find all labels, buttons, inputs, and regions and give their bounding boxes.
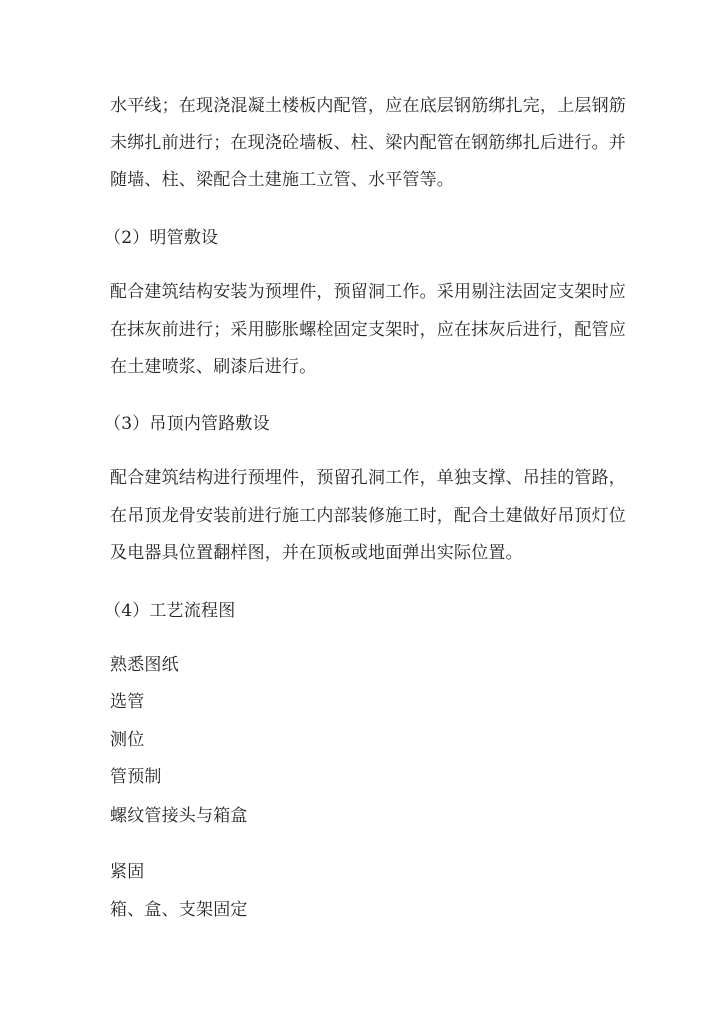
paragraph-3-line-3: 及电器具位置翻样图，并在顶板或地面弹出实际位置。: [110, 543, 523, 563]
paragraph-3-line-2: 在吊顶龙骨安装前进行施工内部装修施工时，配合土建做好吊顶灯位: [110, 506, 626, 526]
flow-step: 测位: [110, 730, 145, 750]
paragraph-2-line-1: 配合建筑结构安装为预埋件，预留洞工作。采用剔注法固定支架时应: [110, 282, 626, 302]
flow-step: 紧固: [110, 862, 145, 882]
flow-step: 管预制: [110, 767, 162, 787]
paragraph-1-line-2: 未绑扎前进行；在现浇砼墙板、柱、梁内配管在钢筋绑扎后进行。并: [110, 133, 626, 153]
paragraph-1-line-3: 随墙、柱、梁配合土建施工立管、水平管等。: [110, 170, 454, 190]
flow-step: 螺纹管接头与箱盒: [110, 806, 248, 826]
section-heading-3: （3）吊顶内管路敷设: [104, 414, 270, 434]
flow-step: 熟悉图纸: [110, 655, 179, 675]
flow-step: 选管: [110, 692, 145, 712]
paragraph-1-line-1: 水平线；在现浇混凝土楼板内配管，应在底层钢筋绑扎完，上层钢筋: [110, 96, 626, 116]
section-heading-2: （2）明管敷设: [104, 228, 219, 248]
paragraph-2-line-3: 在土建喷浆、刷漆后进行。: [110, 357, 317, 377]
section-heading-4: （4）工艺流程图: [104, 601, 236, 621]
flow-step: 箱、盒、支架固定: [110, 900, 248, 920]
paragraph-3-line-1: 配合建筑结构进行预埋件，预留孔洞工作，单独支撑、吊挂的管路，: [110, 468, 626, 488]
paragraph-2-line-2: 在抹灰前进行；采用膨胀螺栓固定支架时，应在抹灰后进行，配管应: [110, 320, 626, 340]
